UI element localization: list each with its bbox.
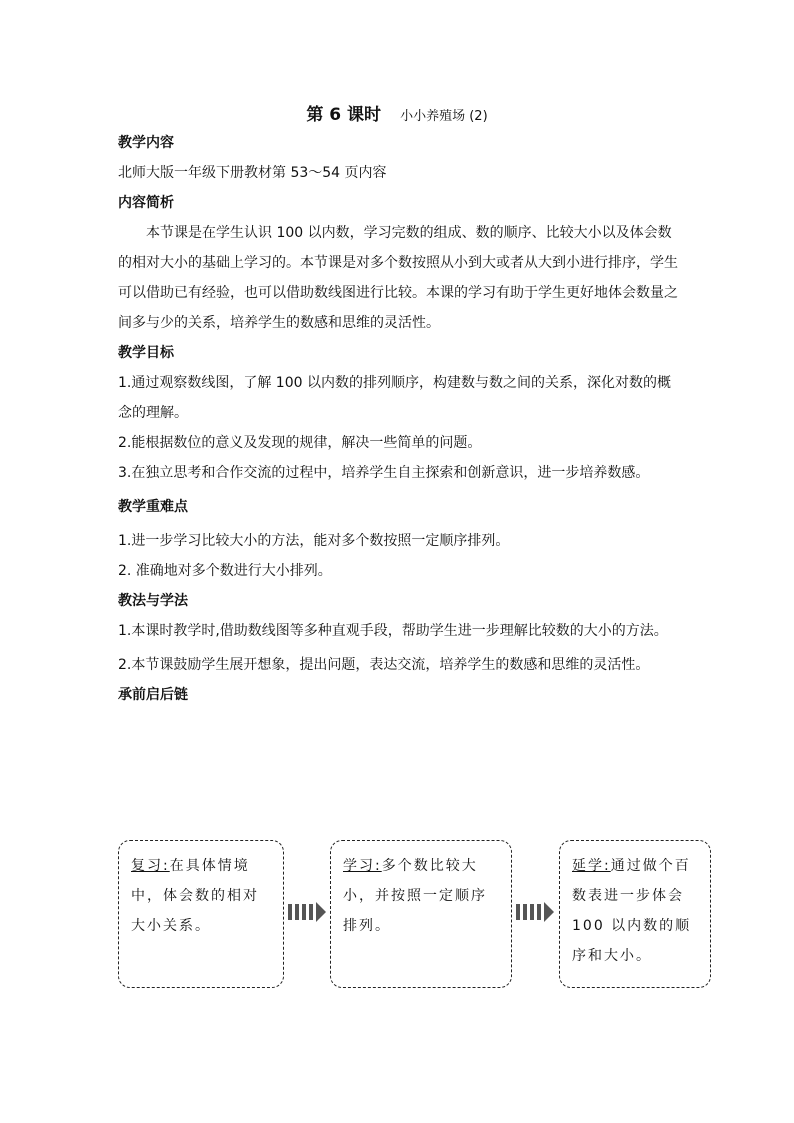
document-body bbox=[118, 128, 678, 710]
extend-text: 通过做个百数表进一步体会 100 以内数的顺序和大小。 bbox=[572, 858, 692, 964]
review-text: 在具体情境中，体会数的相对大小关系。 bbox=[131, 858, 259, 934]
lesson-chain bbox=[118, 840, 718, 990]
extend-box bbox=[559, 840, 711, 988]
page-title bbox=[0, 100, 794, 125]
section-heading-content: 教学内容 bbox=[118, 135, 174, 151]
section-heading-keypoints: 教学重难点 bbox=[118, 499, 188, 515]
content-text: 北师大版一年级下册教材第 53～54 页内容 bbox=[118, 165, 387, 181]
goal-item: 2.能根据数位的意义及发现的规律，解决一些简单的问题。 bbox=[118, 435, 482, 451]
goal-item: 1.通过观察数线图，了解 100 以内数的排列顺序，构建数与数之间的关系，深化对数的概念的理解。 bbox=[118, 375, 671, 421]
method-item: 1.本课时教学时,借助数线图等多种直观手段，帮助学生进一步理解比较数的大小的方法。 bbox=[118, 623, 668, 639]
learn-text: 多个数比较大小，并按照一定顺序排列。 bbox=[343, 858, 487, 934]
extend-label: 延学: bbox=[572, 858, 611, 874]
arrow-right-icon bbox=[288, 902, 328, 922]
learn-box bbox=[330, 840, 512, 988]
keypoint-item: 1.进一步学习比较大小的方法，能对多个数按照一定顺序排列。 bbox=[118, 533, 510, 549]
lesson-number: 第 6 课时 bbox=[306, 105, 381, 125]
learn-label: 学习: bbox=[343, 858, 382, 874]
goal-item: 3.在独立思考和合作交流的过程中，培养学生自主探索和创新意识，进一步培养数感。 bbox=[118, 465, 650, 481]
keypoint-item: 2. 准确地对多个数进行大小排列。 bbox=[118, 563, 332, 579]
section-heading-chain: 承前启后链 bbox=[118, 687, 188, 703]
method-item: 2.本节课鼓励学生展开想象，提出问题，表达交流，培养学生的数感和思维的灵活性。 bbox=[118, 657, 650, 673]
summary-text: 本节课是在学生认识 100 以内数，学习完数的组成、数的顺序、比较大小以及体会数的相对大小的基础上学习的。本节课是对多个数按照从小到大或者从大到小进行排序，学生可以借助已有经验，也可以借助数线图进行比较。本课的学习有助于学生更好地体会数量之间多与少的关系，培养学生的数感和思维的灵活性。 bbox=[118, 225, 678, 331]
lesson-subtitle: 小小养殖场 (2) bbox=[400, 109, 488, 124]
section-heading-summary: 内容简析 bbox=[118, 195, 174, 211]
review-box bbox=[118, 840, 284, 988]
section-heading-methods: 教法与学法 bbox=[118, 593, 188, 609]
arrow-right-icon bbox=[516, 902, 556, 922]
review-label: 复习: bbox=[131, 858, 170, 874]
section-heading-goals: 教学目标 bbox=[118, 345, 174, 361]
